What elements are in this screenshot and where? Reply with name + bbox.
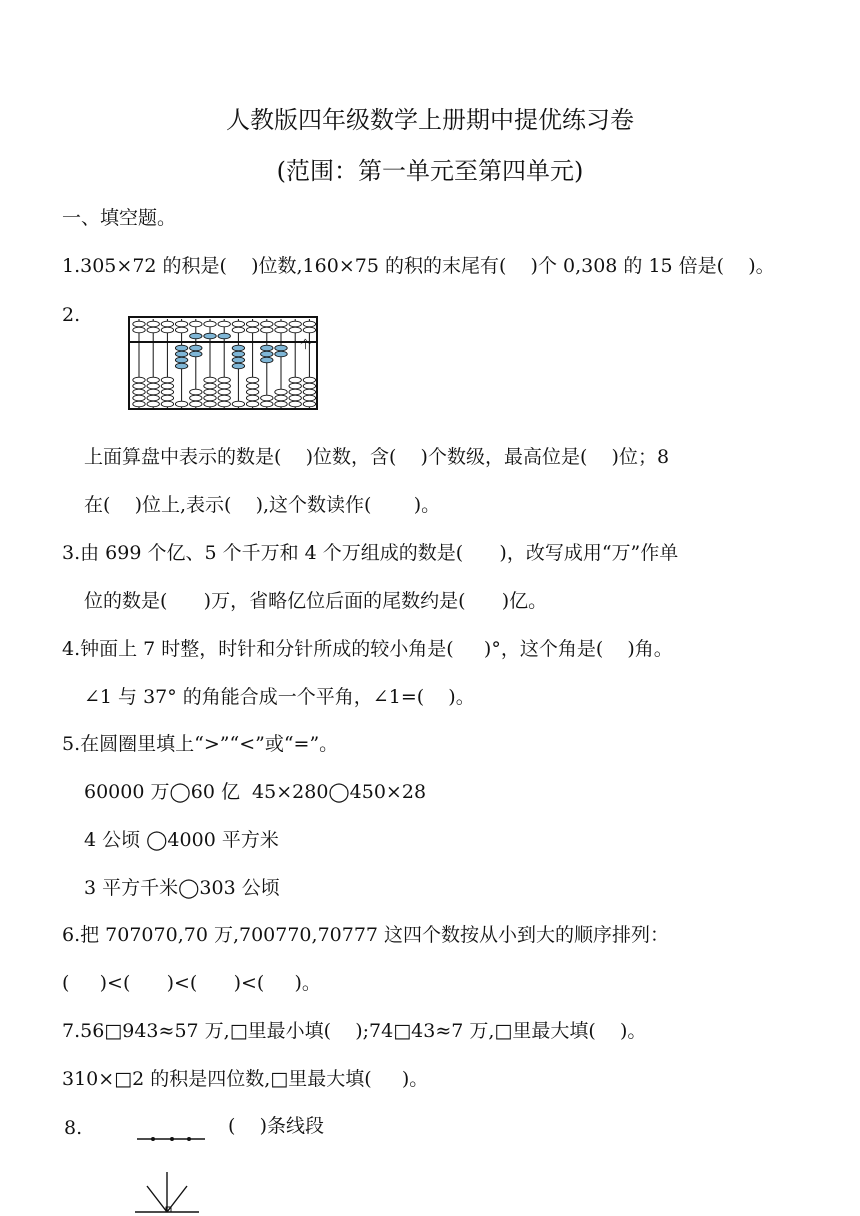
question-3-line-2: 位的数是( )万，省略亿位后面的尾数约是( )亿。 [84,590,548,612]
question-4-line-1: 4.钟面上 7 时整，时针和分针所成的较小角是( )°，这个角是( )角。 [62,638,673,660]
question-4-line-2: ∠1 与 37° 的角能合成一个平角，∠1=( )。 [84,686,475,708]
question-2-number: 2. [62,304,81,326]
angle-rays-figure [133,1170,201,1216]
question-2-line-2: 在( )位上,表示( ),这个数读作( )。 [84,494,441,516]
question-7-line-2: 310×□2 的积是四位数,□里最大填( )。 [62,1068,429,1090]
question-5-row-3: 3 平方千米◯303 公顷 [84,877,280,899]
question-7-line-1: 7.56□943≈57 万,□里最小填( );74□43≈7 万,□里最大填( )。 [62,1020,647,1042]
abacus-figure [128,315,320,413]
question-6-line-1: 6.把 707070,70 万,700770,70777 这四个数按从小到大的顺序排列： [62,924,670,946]
question-2-line-1: 上面算盘中表示的数是( )位数，含( )个数级，最高位是( )位；8 [84,446,670,468]
question-3-line-1: 3.由 699 个亿、5 个千万和 4 个万组成的数是( )，改写成用“万”作单 [62,542,679,564]
abacus-ones-label: 个 [300,338,311,351]
question-5-heading: 5.在圆圈里填上“>”“<”或“=”。 [62,733,339,755]
question-1: 1.305×72 的积是( )位数,160×75 的积的末尾有( )个 0,308 的 15 倍是( )。 [62,255,775,277]
page-title: 人教版四年级数学上册期中提优练习卷 [226,106,634,134]
question-5-row-1: 60000 万◯60 亿 45×280◯450×28 [84,781,427,803]
line-segment-figure [135,1130,207,1144]
page-subtitle: (范围：第一单元至第四单元) [276,157,584,185]
question-5-row-2: 4 公顷 ◯4000 平方米 [84,829,279,851]
question-6-line-2: ( )<( )<( )<( )。 [62,972,321,994]
question-8-text: ( )条线段 [228,1115,324,1137]
question-8-number: 8. [64,1117,83,1139]
section-heading: 一、填空题。 [62,207,177,229]
